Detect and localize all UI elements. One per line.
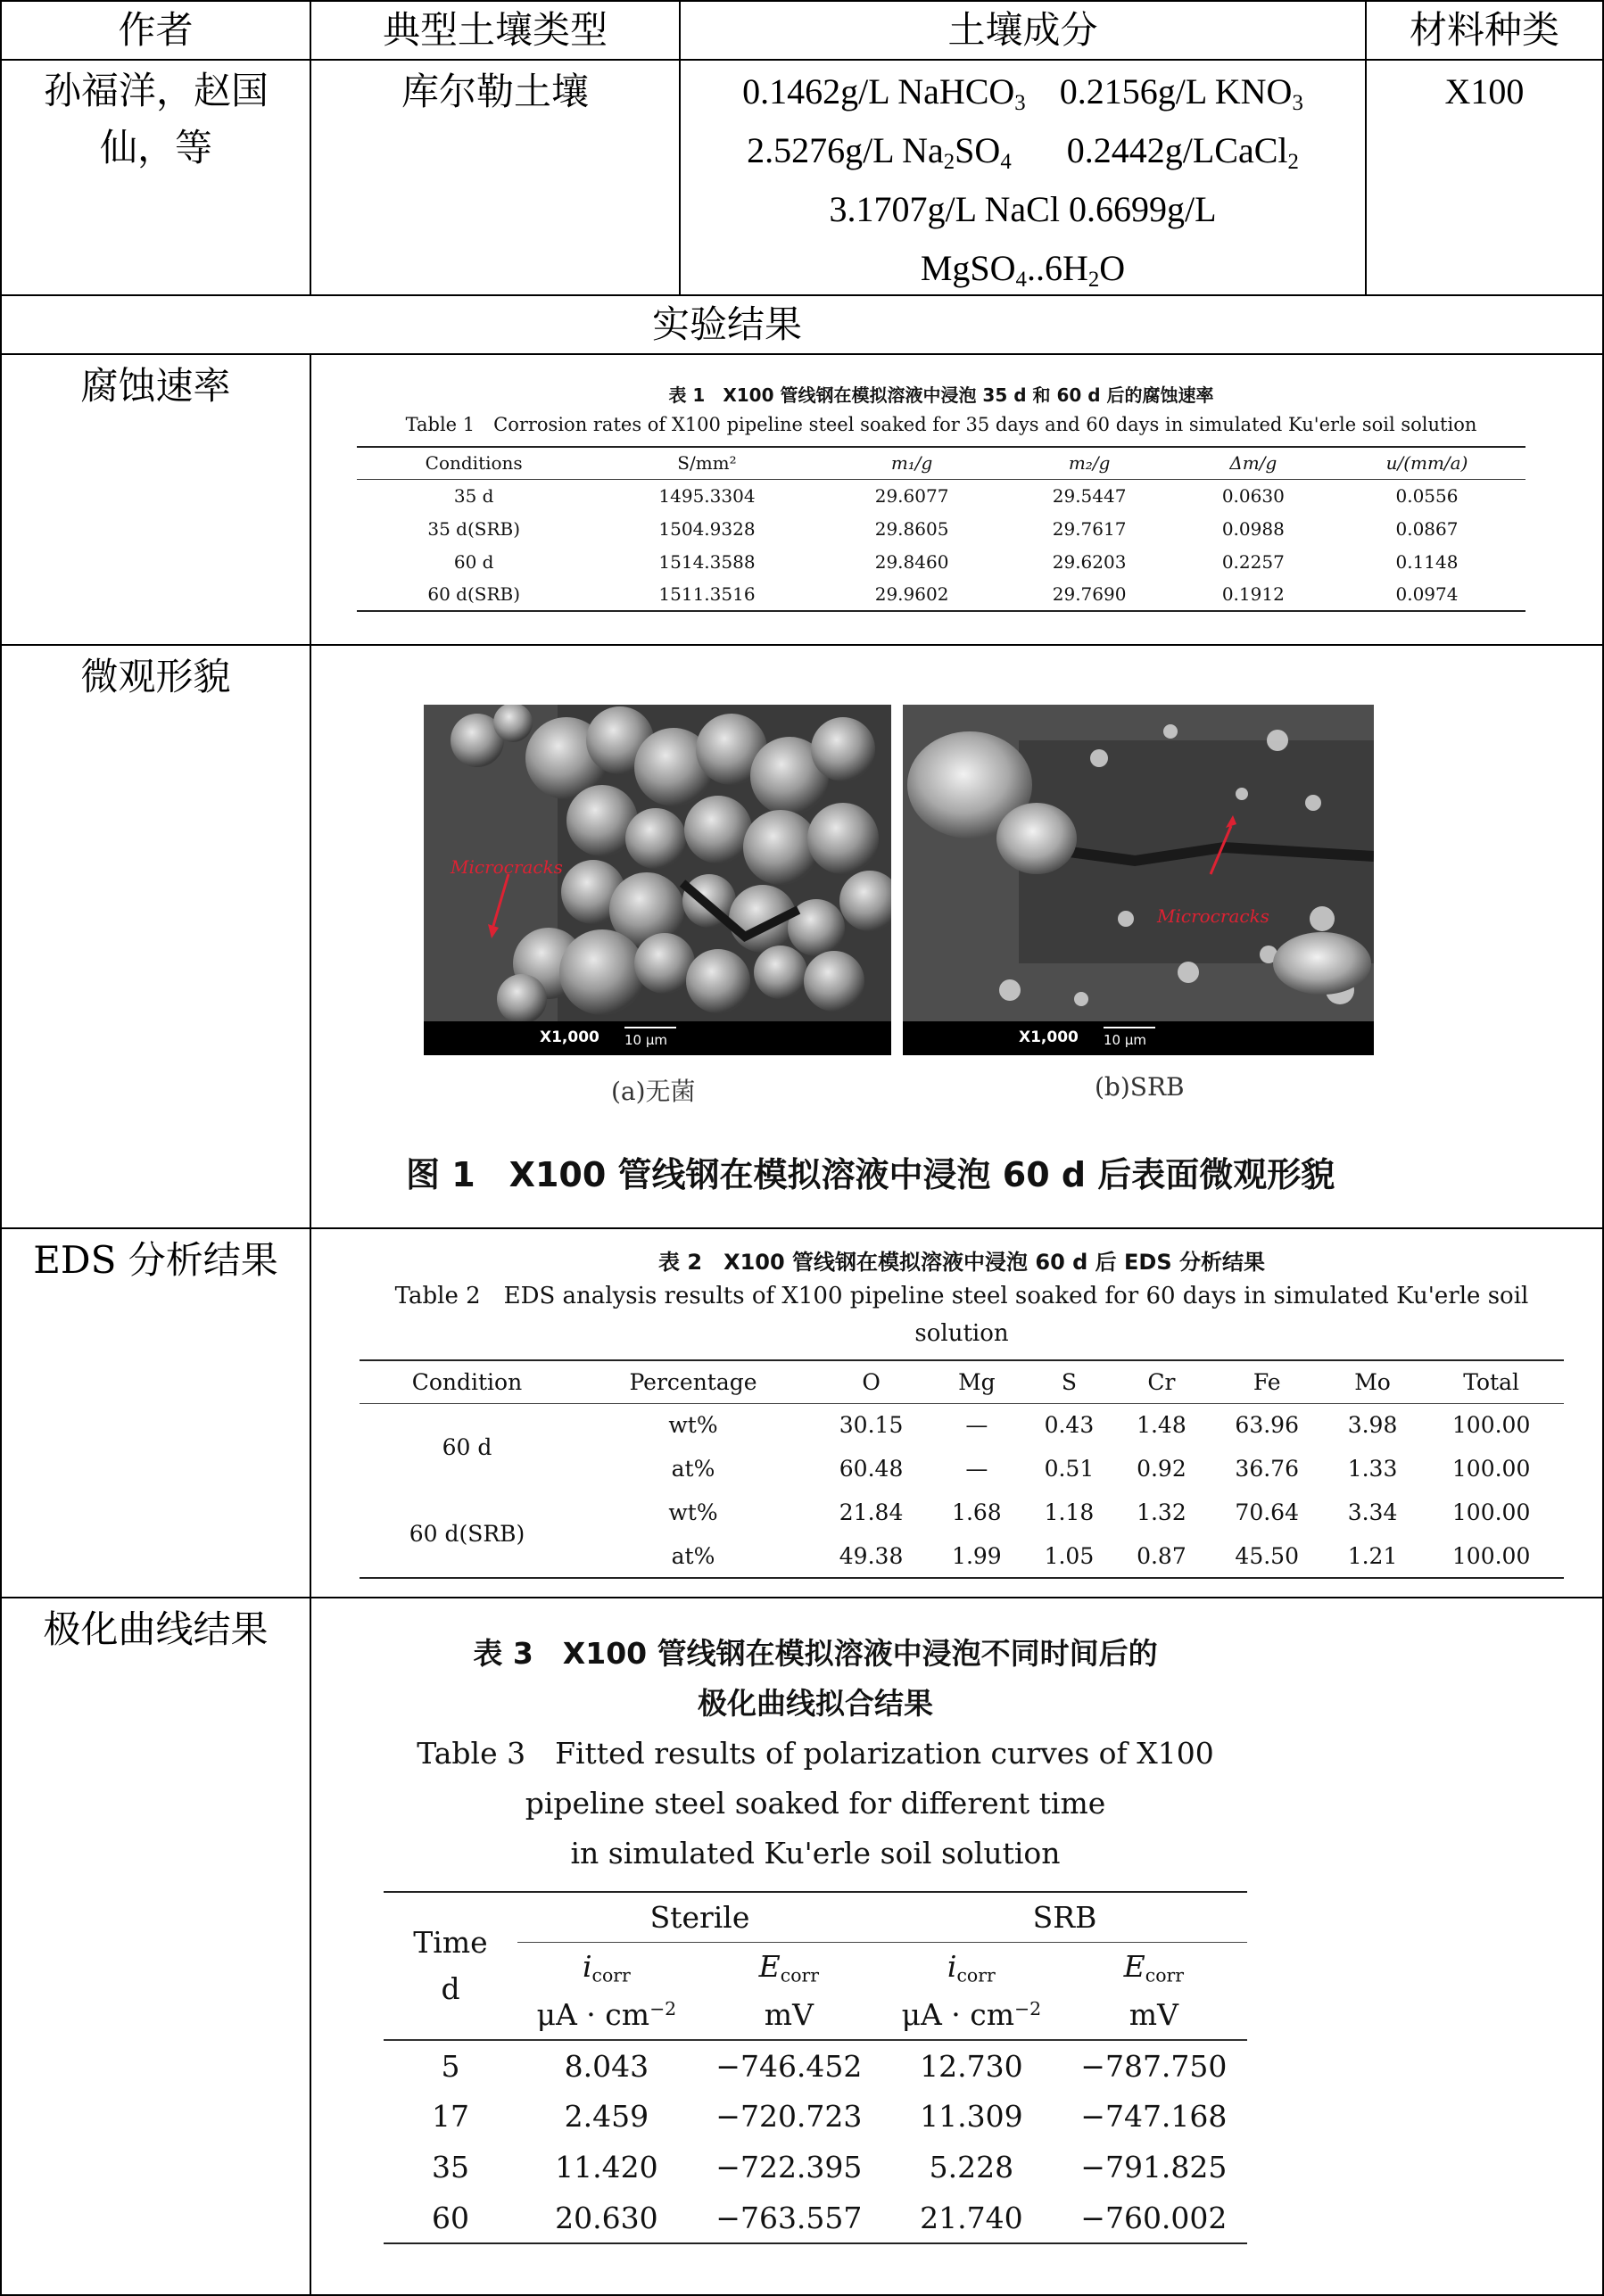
sub-2c: 2 xyxy=(1087,267,1100,292)
section-corrosion-rate: 腐蚀速率 xyxy=(80,364,231,408)
table-cell: 12.730 xyxy=(920,2048,1023,2084)
results-header: 实验结果 xyxy=(651,302,802,346)
table-2-title-en: Table 2 EDS analysis results of X100 pipeline steel soaked for 60 days in simulated Ku'erle soil solution xyxy=(394,1283,1529,1347)
table-cell: 0.51 xyxy=(1044,1456,1095,1482)
table-cell: 1.99 xyxy=(952,1542,1002,1569)
table-cell: 100.00 xyxy=(1451,1456,1531,1482)
table-row xyxy=(357,545,1525,578)
mgso4-post: O xyxy=(1099,248,1126,288)
table-2-title-zh: 表 2 X100 管线钢在模拟溶液中浸泡 60 d 后 EDS 分析结果 xyxy=(658,1250,1265,1275)
t1-h-rate: u/(mm/a) xyxy=(1385,452,1468,475)
table-cell: 0.0988 xyxy=(1221,517,1285,540)
table-2 xyxy=(360,1247,1564,1579)
header-soil-composition: 土壤成分 xyxy=(947,8,1098,52)
table-cell: 35 d xyxy=(453,484,494,507)
table-cell: 20.630 xyxy=(555,2200,658,2235)
t2-h-total: Total xyxy=(1463,1368,1519,1395)
sub-3: 3 xyxy=(1014,90,1026,115)
figure-1 xyxy=(424,705,1374,1204)
table-cell: 100.00 xyxy=(1451,1499,1531,1525)
table-cell: 0.1148 xyxy=(1395,550,1459,573)
table-cell: 0.92 xyxy=(1137,1456,1186,1482)
table-cell: wt% xyxy=(668,1412,718,1439)
t2-h-condition: Condition xyxy=(411,1368,523,1395)
table-row xyxy=(357,512,1525,545)
nahco3: 0.1462g/L NaHCO xyxy=(742,71,1015,111)
authors-cell: 孙福洋，赵国仙，等 xyxy=(43,69,269,169)
table-cell: 29.5447 xyxy=(1052,484,1127,507)
table-3-title-en-1: Table 3 Fitted results of polarization curves of X100 xyxy=(417,1736,1214,1771)
table-row xyxy=(384,2142,1247,2193)
table-cell: −722.395 xyxy=(715,2150,863,2185)
table-cell: 1.68 xyxy=(952,1499,1002,1525)
col-divider-1-bottom xyxy=(310,353,311,2296)
table-cell: 5.228 xyxy=(929,2150,1014,2185)
table-cell: 0.0630 xyxy=(1221,484,1285,507)
table-cell: 29.6203 xyxy=(1052,550,1127,573)
t1-h-m2: m₂/g xyxy=(1068,452,1111,475)
table-cell: 11.420 xyxy=(555,2150,658,2185)
sem-image-sterile xyxy=(424,705,891,1055)
t1-h-conditions: Conditions xyxy=(425,452,523,475)
table-3-grid xyxy=(384,1891,1247,2244)
t3-h-srb: SRB xyxy=(882,1892,1247,1942)
table-cell: 60 d xyxy=(453,550,494,573)
composition-line-3: 3.1707g/L NaCl 0.6699g/L xyxy=(829,189,1217,229)
composition-line-2 xyxy=(742,121,1303,180)
soil-type-cell: 库尔勒土壤 xyxy=(401,70,589,113)
table-cell: 3.98 xyxy=(1347,1412,1398,1439)
section-micro-morphology: 微观形貌 xyxy=(80,655,231,698)
table-cell: at% xyxy=(671,1542,715,1569)
table-3-title-en-2: pipeline steel soaked for different time xyxy=(525,1786,1106,1821)
table-cell: 8.043 xyxy=(564,2048,649,2084)
t1-h-m1: m₁/g xyxy=(890,452,933,475)
table-2-grid xyxy=(360,1359,1564,1579)
sub-2b: 2 xyxy=(1287,149,1299,174)
table-cell: 1.18 xyxy=(1044,1499,1095,1525)
table-row xyxy=(384,2040,1247,2091)
header-author: 作者 xyxy=(118,8,194,52)
table-cell: 29.7617 xyxy=(1052,517,1127,540)
t2-h-o: O xyxy=(862,1368,881,1395)
t2-h-mo: Mo xyxy=(1354,1368,1391,1395)
table-1-grid xyxy=(357,446,1525,612)
table-cell: 1511.3516 xyxy=(658,583,756,605)
t3-unit-i-srb: $\mu A \cdot cm^{-2}$ xyxy=(901,1997,1042,2032)
t2-h-percentage: Percentage xyxy=(629,1368,757,1395)
table-row xyxy=(384,2193,1247,2243)
cacl2: 0.2442g/LCaCl xyxy=(1066,130,1288,170)
sem-texture-srb xyxy=(903,705,1374,1055)
t3-h-time xyxy=(384,1892,517,2040)
table-row xyxy=(357,479,1525,512)
header-soil-type: 典型土壤类型 xyxy=(382,8,608,52)
mgso4-mid: ..6H xyxy=(1026,248,1088,288)
table-cell: — xyxy=(965,1412,988,1439)
kno3: 0.2156g/L KNO xyxy=(1059,71,1293,111)
mgso4-pre: MgSO xyxy=(920,248,1016,288)
table-3 xyxy=(384,1629,1247,2244)
sem-scale: 10 μm xyxy=(624,1023,667,1048)
table-cell: 0.43 xyxy=(1044,1412,1095,1439)
t3-h-icorr-srb: $i_{corr}$ xyxy=(947,1948,996,1986)
table-cell: 2.459 xyxy=(564,2099,649,2134)
t3-time-label: Time xyxy=(413,1925,488,1960)
table-cell: 1495.3304 xyxy=(658,484,756,507)
table-cell: 35 d(SRB) xyxy=(427,517,521,540)
table-cell: 11.309 xyxy=(920,2099,1023,2134)
table-cell: 60 d xyxy=(442,1433,492,1460)
table-3-title-en-3: in simulated Ku'erle soil solution xyxy=(570,1836,1061,1871)
composition-line-1 xyxy=(742,62,1303,121)
table-cell: −791.825 xyxy=(1080,2150,1228,2185)
na2so4-mid: SO xyxy=(955,130,1001,170)
rule-after-corrosion xyxy=(0,644,1604,646)
rule-after-results-header xyxy=(0,353,1604,355)
table-cell: 60.48 xyxy=(839,1456,904,1482)
table-cell: 0.0556 xyxy=(1395,484,1459,507)
t2-h-s: S xyxy=(1061,1368,1077,1395)
t3-unit-e-sterile: mV xyxy=(764,1997,814,2032)
table-cell: 30.15 xyxy=(839,1412,904,1439)
t2-h-cr: Cr xyxy=(1147,1368,1176,1395)
table-cell: 0.87 xyxy=(1137,1542,1186,1569)
header-material: 材料种类 xyxy=(1409,8,1559,52)
table-1-title-en: Table 1 Corrosion rates of X100 pipeline steel soaked for 35 days and 60 days in simulated Ku'erle soil solution xyxy=(405,414,1477,435)
table-2-header-row xyxy=(360,1360,1564,1403)
table-cell: −747.168 xyxy=(1080,2099,1228,2134)
figure-1-caption: 图 1 X100 管线钢在模拟溶液中浸泡 60 d 后表面微观形貌 xyxy=(406,1155,1335,1194)
table-cell: 1.32 xyxy=(1137,1499,1186,1525)
rule-after-eds xyxy=(0,1597,1604,1598)
table-cell: 45.50 xyxy=(1235,1542,1299,1569)
table-3-title-zh-2: 极化曲线拟合结果 xyxy=(698,1686,933,1721)
table-row xyxy=(360,1491,1564,1534)
t1-h-area: S/mm² xyxy=(677,452,737,475)
rule-after-micro xyxy=(0,1227,1604,1229)
table-cell: 29.6077 xyxy=(874,484,949,507)
table-cell: −763.557 xyxy=(715,2200,863,2235)
table-cell: 0.0867 xyxy=(1395,517,1459,540)
table-cell: −746.452 xyxy=(715,2048,863,2084)
sem-annotation-sterile: Microcracks xyxy=(451,856,563,878)
table-cell: −760.002 xyxy=(1080,2200,1228,2235)
sem-scale: 10 μm xyxy=(1104,1023,1146,1048)
table-cell: 100.00 xyxy=(1451,1412,1531,1439)
sub-4: 4 xyxy=(1000,149,1012,174)
figure-1-label-b: (b)SRB xyxy=(1095,1072,1185,1102)
table-cell: 5 xyxy=(441,2048,460,2084)
sub-3b: 3 xyxy=(1292,90,1303,115)
t3-h-sterile: Sterile xyxy=(517,1892,882,1942)
sem-image-srb xyxy=(903,705,1374,1055)
table-cell: 49.38 xyxy=(839,1542,904,1569)
table-cell: 21.84 xyxy=(839,1499,904,1525)
table-cell: 36.76 xyxy=(1235,1456,1299,1482)
sem-magnification: X1,000 xyxy=(1019,1028,1079,1046)
composition-line-4 xyxy=(742,239,1303,298)
table-cell: 1514.3588 xyxy=(658,550,756,573)
sub-2: 2 xyxy=(943,149,955,174)
table-3-title-zh-1: 表 3 X100 管线钢在模拟溶液中浸泡不同时间后的 xyxy=(473,1636,1158,1671)
table-cell: −787.750 xyxy=(1080,2048,1228,2084)
section-polarization: 极化曲线结果 xyxy=(43,1607,269,1651)
table-cell: 17 xyxy=(432,2099,469,2134)
table-cell: 21.740 xyxy=(920,2200,1023,2235)
soil-composition-cell xyxy=(681,62,1365,294)
table-row xyxy=(384,2091,1247,2142)
table-cell: 1.33 xyxy=(1347,1456,1398,1482)
sem-scale-bar-sterile xyxy=(424,1021,891,1055)
t2-h-mg: Mg xyxy=(958,1368,996,1395)
table-cell: −720.723 xyxy=(715,2099,863,2134)
table-cell: 0.2257 xyxy=(1221,550,1285,573)
table-1-title-zh: 表 1 X100 管线钢在模拟溶液中浸泡 35 d 和 60 d 后的腐蚀速率 xyxy=(668,384,1214,406)
table-cell: 0.1912 xyxy=(1221,583,1285,605)
t1-h-dm: Δm/g xyxy=(1229,452,1277,475)
table-row xyxy=(357,578,1525,611)
sem-annotation-srb: Microcracks xyxy=(1157,905,1269,927)
sem-texture-sterile xyxy=(424,705,891,1055)
figure-1-label-a: (a)无菌 xyxy=(611,1077,696,1106)
table-cell: 0.0974 xyxy=(1395,583,1459,605)
table-1-header-row xyxy=(357,447,1525,479)
table-cell: 35 xyxy=(432,2150,469,2185)
table-cell: 29.8460 xyxy=(874,550,949,573)
table-cell: — xyxy=(965,1456,988,1482)
t3-time-unit: d xyxy=(441,1971,460,2006)
sem-scale-bar-srb xyxy=(903,1021,1374,1055)
table-3-header-row-1 xyxy=(384,1892,1247,1942)
table-cell: 29.9602 xyxy=(874,583,949,605)
t3-h-icorr-sterile: $i_{corr}$ xyxy=(582,1948,631,1986)
table-cell: 1.48 xyxy=(1137,1412,1186,1439)
t3-h-ecorr-sterile: $E_{corr}$ xyxy=(758,1948,820,1986)
t3-unit-i-sterile: $\mu A \cdot cm^{-2}$ xyxy=(536,1997,677,2032)
table-cell: 29.7690 xyxy=(1052,583,1127,605)
table-cell: 60 xyxy=(432,2200,469,2235)
section-eds: EDS 分析结果 xyxy=(33,1238,278,1282)
table-cell: at% xyxy=(671,1456,715,1482)
rule-after-header xyxy=(0,59,1604,61)
t3-unit-e-srb: mV xyxy=(1129,1997,1178,2032)
table-cell: 1.21 xyxy=(1347,1542,1398,1569)
table-cell: 29.8605 xyxy=(874,517,949,540)
t2-h-fe: Fe xyxy=(1253,1368,1281,1395)
material-cell: X100 xyxy=(1444,71,1525,111)
table-row xyxy=(360,1403,1564,1447)
table-cell: wt% xyxy=(668,1499,718,1525)
table-cell: 1.05 xyxy=(1044,1542,1095,1569)
table-cell: 100.00 xyxy=(1451,1542,1531,1569)
na2so4-pre: 2.5276g/L Na xyxy=(747,130,944,170)
table-cell: 63.96 xyxy=(1235,1412,1299,1439)
sem-magnification: X1,000 xyxy=(540,1028,599,1046)
table-1 xyxy=(357,382,1525,612)
table-cell: 60 d(SRB) xyxy=(409,1521,525,1547)
sub-4b: 4 xyxy=(1015,267,1027,292)
table-cell: 1504.9328 xyxy=(658,517,756,540)
table-cell: 60 d(SRB) xyxy=(427,583,521,605)
table-cell: 70.64 xyxy=(1235,1499,1299,1525)
t3-h-ecorr-srb: $E_{corr}$ xyxy=(1123,1948,1185,1986)
table-cell: 3.34 xyxy=(1347,1499,1398,1525)
